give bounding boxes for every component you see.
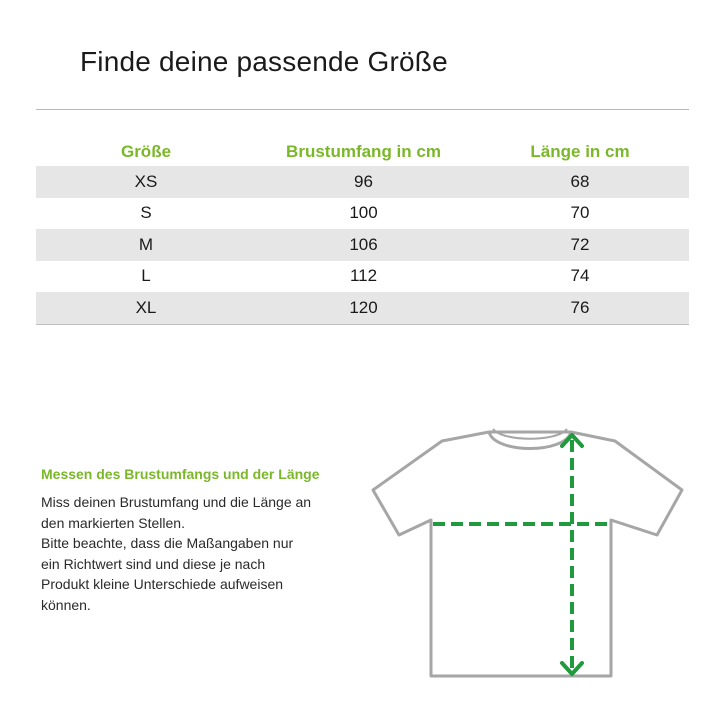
cell-size: L	[141, 266, 151, 286]
cell-chest: 100	[349, 203, 378, 223]
measure-instructions: Miss deinen Brustumfang und die Länge an den markierten Stellen. Bitte beachte, dass die Maßangaben nur ein Richtwert sind und diese je nach Produkt kleine Unterschiede aufweisen können.	[41, 494, 312, 613]
table-row	[36, 229, 689, 261]
measure-heading: Messen des Brustumfangs und der Länge	[41, 466, 320, 482]
header-size: Größe	[120, 142, 172, 161]
size-table	[36, 138, 689, 325]
cell-chest: 96	[256, 166, 471, 198]
table-header-row	[36, 138, 689, 166]
page-title: Finde deine passende Größe	[80, 46, 448, 77]
tshirt-measure-diagram-icon	[365, 420, 690, 685]
cell-length: 76	[471, 292, 689, 324]
cell-length: 68	[471, 166, 689, 198]
title-divider	[36, 109, 689, 110]
table-row	[36, 292, 689, 324]
shirt-collar-inner	[493, 429, 567, 439]
cell-chest: 106	[256, 229, 471, 261]
cell-size: XS	[36, 166, 256, 198]
cell-size: XL	[36, 292, 256, 324]
table-row	[36, 166, 689, 198]
cell-chest: 120	[256, 292, 471, 324]
cell-size: S	[140, 203, 152, 223]
header-chest: Brustumfang in cm	[286, 142, 441, 161]
cell-length: 70	[570, 203, 590, 223]
shirt-outline	[373, 432, 682, 676]
header-length: Länge in cm	[530, 142, 630, 161]
cell-size: M	[36, 229, 256, 261]
cell-length: 74	[570, 266, 590, 286]
table-row	[36, 261, 689, 293]
cell-chest: 112	[349, 266, 378, 286]
table-row	[36, 198, 689, 230]
cell-length: 72	[471, 229, 689, 261]
